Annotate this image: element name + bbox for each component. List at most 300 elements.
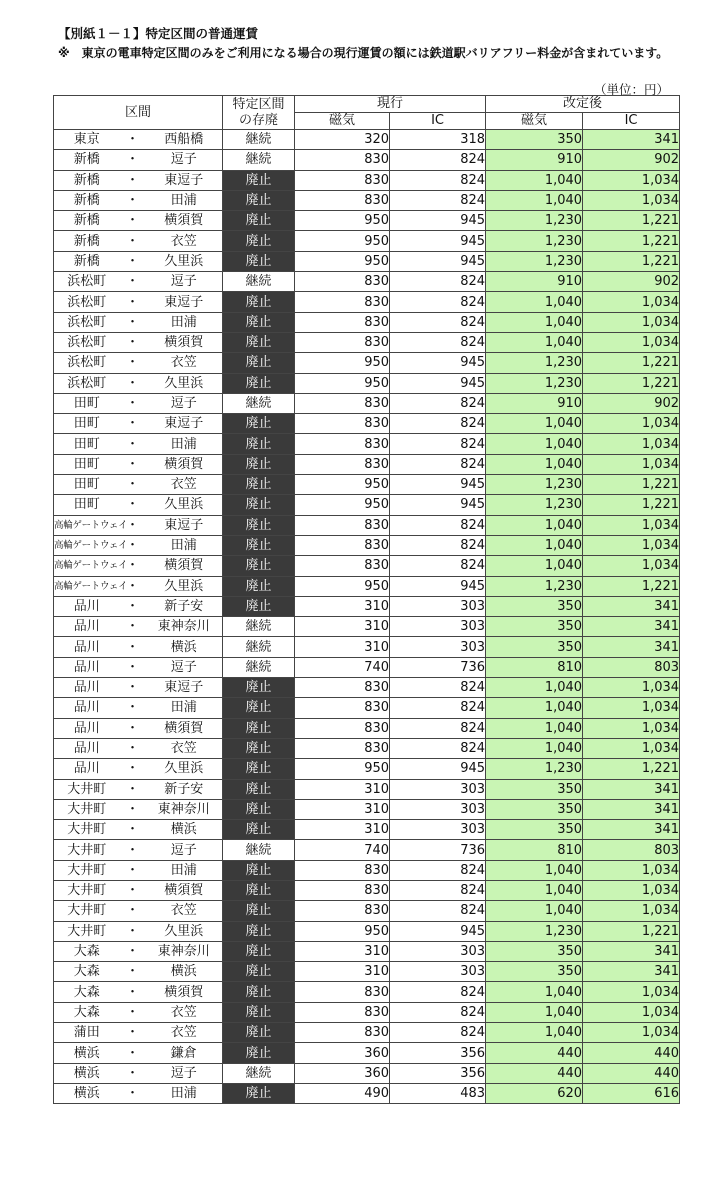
current-magnetic-fare: 830 — [295, 901, 390, 921]
table-row — [54, 759, 680, 779]
to-station: 田浦 — [146, 698, 223, 718]
table-row — [54, 1023, 680, 1043]
current-ic-fare: 824 — [390, 901, 486, 921]
separator-dot: ・ — [120, 414, 146, 434]
from-station: 浜松町 — [54, 332, 120, 352]
status-badge: 廃止 — [223, 738, 295, 758]
from-station: 品川 — [54, 657, 120, 677]
current-magnetic-fare: 950 — [295, 475, 390, 495]
status-badge: 廃止 — [223, 292, 295, 312]
revised-magnetic-fare: 1,040 — [486, 738, 583, 758]
revised-ic-fare: 1,034 — [583, 982, 680, 1002]
separator-dot: ・ — [120, 251, 146, 271]
from-station: 高輪ゲートウェイ — [54, 515, 120, 535]
status-badge: 継続 — [223, 1063, 295, 1083]
to-station: 西船橋 — [146, 130, 223, 150]
separator-dot: ・ — [120, 373, 146, 393]
to-station: 東神奈川 — [146, 799, 223, 819]
current-magnetic-fare: 740 — [295, 840, 390, 860]
to-station: 衣笠 — [146, 475, 223, 495]
current-magnetic-fare: 830 — [295, 738, 390, 758]
from-station: 大井町 — [54, 860, 120, 880]
table-row — [54, 393, 680, 413]
unit-label: （単位：円） — [593, 82, 669, 97]
current-magnetic-fare: 830 — [295, 434, 390, 454]
current-ic-fare: 945 — [390, 353, 486, 373]
table-row — [54, 515, 680, 535]
status-badge: 廃止 — [223, 1083, 295, 1103]
status-badge: 廃止 — [223, 1023, 295, 1043]
current-ic-fare: 824 — [390, 515, 486, 535]
current-magnetic-fare: 830 — [295, 393, 390, 413]
status-badge: 廃止 — [223, 312, 295, 332]
from-station: 浜松町 — [54, 312, 120, 332]
current-ic-fare: 824 — [390, 1002, 486, 1022]
revised-magnetic-fare: 1,040 — [486, 1002, 583, 1022]
revised-ic-fare: 1,221 — [583, 475, 680, 495]
current-ic-fare: 303 — [390, 962, 486, 982]
from-station: 品川 — [54, 617, 120, 637]
revised-magnetic-fare: 350 — [486, 130, 583, 150]
from-station: 大井町 — [54, 901, 120, 921]
revised-ic-fare: 1,034 — [583, 718, 680, 738]
to-station: 新子安 — [146, 779, 223, 799]
to-station: 横浜 — [146, 962, 223, 982]
separator-dot: ・ — [120, 1043, 146, 1063]
to-station: 衣笠 — [146, 738, 223, 758]
to-station: 衣笠 — [146, 1002, 223, 1022]
to-station: 衣笠 — [146, 1023, 223, 1043]
table-row — [54, 799, 680, 819]
revised-magnetic-fare: 440 — [486, 1043, 583, 1063]
to-station: 横須賀 — [146, 332, 223, 352]
revised-magnetic-fare: 1,040 — [486, 698, 583, 718]
from-station: 新橋 — [54, 150, 120, 170]
current-magnetic-fare: 830 — [295, 332, 390, 352]
status-badge: 廃止 — [223, 190, 295, 210]
from-station: 田町 — [54, 414, 120, 434]
status-badge: 廃止 — [223, 373, 295, 393]
current-magnetic-fare: 830 — [295, 982, 390, 1002]
revised-ic-fare: 1,034 — [583, 292, 680, 312]
table-row — [54, 637, 680, 657]
separator-dot: ・ — [120, 211, 146, 231]
current-magnetic-fare: 950 — [295, 353, 390, 373]
current-magnetic-fare: 830 — [295, 535, 390, 555]
current-magnetic-fare: 830 — [295, 170, 390, 190]
revised-ic-fare: 1,034 — [583, 434, 680, 454]
to-station: 逗子 — [146, 150, 223, 170]
from-station: 田町 — [54, 454, 120, 474]
from-station: 大井町 — [54, 799, 120, 819]
revised-magnetic-fare: 350 — [486, 637, 583, 657]
separator-dot: ・ — [120, 150, 146, 170]
revised-magnetic-fare: 1,040 — [486, 860, 583, 880]
table-row — [54, 880, 680, 900]
revised-magnetic-fare: 1,230 — [486, 373, 583, 393]
current-ic-fare: 303 — [390, 637, 486, 657]
table-row — [54, 1002, 680, 1022]
current-ic-fare: 824 — [390, 190, 486, 210]
status-badge: 廃止 — [223, 596, 295, 616]
separator-dot: ・ — [120, 190, 146, 210]
current-ic-fare: 945 — [390, 475, 486, 495]
table-row — [54, 535, 680, 555]
revised-magnetic-fare: 1,230 — [486, 475, 583, 495]
status-badge: 廃止 — [223, 901, 295, 921]
current-ic-fare: 824 — [390, 860, 486, 880]
from-station: 田町 — [54, 393, 120, 413]
separator-dot: ・ — [120, 515, 146, 535]
to-station: 横須賀 — [146, 556, 223, 576]
revised-ic-fare: 341 — [583, 637, 680, 657]
from-station: 新橋 — [54, 170, 120, 190]
page-note: ※ 東京の電車特定区間のみをご利用になる場合の現行運賃の額には鉄道駅バリアフリー料金が含まれています。 — [58, 46, 669, 60]
current-ic-fare: 945 — [390, 921, 486, 941]
current-magnetic-fare: 830 — [295, 292, 390, 312]
current-ic-fare: 945 — [390, 211, 486, 231]
status-badge: 廃止 — [223, 231, 295, 251]
status-badge: 継続 — [223, 637, 295, 657]
revised-magnetic-fare: 1,230 — [486, 251, 583, 271]
status-badge: 継続 — [223, 272, 295, 292]
current-ic-fare: 824 — [390, 880, 486, 900]
revised-ic-fare: 1,221 — [583, 373, 680, 393]
status-badge: 廃止 — [223, 678, 295, 698]
revised-ic-fare: 341 — [583, 596, 680, 616]
to-station: 田浦 — [146, 190, 223, 210]
from-station: 大森 — [54, 982, 120, 1002]
table-row — [54, 170, 680, 190]
table-row — [54, 353, 680, 373]
current-ic-fare: 736 — [390, 657, 486, 677]
separator-dot: ・ — [120, 738, 146, 758]
current-magnetic-fare: 830 — [295, 454, 390, 474]
current-magnetic-fare: 830 — [295, 880, 390, 900]
current-magnetic-fare: 830 — [295, 190, 390, 210]
to-station: 田浦 — [146, 434, 223, 454]
separator-dot: ・ — [120, 1063, 146, 1083]
revised-ic-fare: 803 — [583, 657, 680, 677]
revised-ic-fare: 341 — [583, 962, 680, 982]
revised-magnetic-fare: 1,040 — [486, 515, 583, 535]
table-row — [54, 820, 680, 840]
separator-dot: ・ — [120, 596, 146, 616]
revised-ic-fare: 616 — [583, 1083, 680, 1103]
status-badge: 廃止 — [223, 332, 295, 352]
from-station: 品川 — [54, 738, 120, 758]
status-badge: 廃止 — [223, 880, 295, 900]
current-magnetic-fare: 310 — [295, 820, 390, 840]
from-station: 大井町 — [54, 820, 120, 840]
revised-magnetic-fare: 350 — [486, 779, 583, 799]
current-ic-fare: 824 — [390, 414, 486, 434]
current-magnetic-fare: 950 — [295, 251, 390, 271]
to-station: 逗子 — [146, 393, 223, 413]
from-station: 高輪ゲートウェイ — [54, 576, 120, 596]
current-ic-fare: 824 — [390, 678, 486, 698]
current-magnetic-fare: 830 — [295, 678, 390, 698]
revised-ic-fare: 1,034 — [583, 1002, 680, 1022]
separator-dot: ・ — [120, 799, 146, 819]
from-station: 東京 — [54, 130, 120, 150]
revised-ic-fare: 1,034 — [583, 454, 680, 474]
to-station: 久里浜 — [146, 251, 223, 271]
revised-magnetic-fare: 1,040 — [486, 982, 583, 1002]
current-magnetic-fare: 830 — [295, 312, 390, 332]
table-row — [54, 495, 680, 515]
revised-magnetic-fare: 910 — [486, 393, 583, 413]
table-row — [54, 962, 680, 982]
status-badge: 廃止 — [223, 556, 295, 576]
current-ic-fare: 824 — [390, 272, 486, 292]
status-badge: 廃止 — [223, 921, 295, 941]
current-ic-fare: 824 — [390, 556, 486, 576]
current-ic-fare: 824 — [390, 535, 486, 555]
from-station: 品川 — [54, 678, 120, 698]
separator-dot: ・ — [120, 779, 146, 799]
separator-dot: ・ — [120, 982, 146, 1002]
header-current-ic: IC — [390, 113, 486, 130]
from-station: 横浜 — [54, 1043, 120, 1063]
revised-magnetic-fare: 1,040 — [486, 901, 583, 921]
to-station: 横浜 — [146, 820, 223, 840]
status-badge: 廃止 — [223, 170, 295, 190]
revised-ic-fare: 1,221 — [583, 353, 680, 373]
current-ic-fare: 303 — [390, 596, 486, 616]
table-row — [54, 1063, 680, 1083]
to-station: 東逗子 — [146, 515, 223, 535]
revised-ic-fare: 440 — [583, 1043, 680, 1063]
table-row — [54, 332, 680, 352]
status-badge: 廃止 — [223, 211, 295, 231]
current-ic-fare: 824 — [390, 738, 486, 758]
separator-dot: ・ — [120, 231, 146, 251]
to-station: 東逗子 — [146, 678, 223, 698]
revised-ic-fare: 1,221 — [583, 495, 680, 515]
header-revised: 改定後 — [486, 96, 680, 113]
from-station: 品川 — [54, 759, 120, 779]
revised-ic-fare: 1,221 — [583, 251, 680, 271]
from-station: 新橋 — [54, 190, 120, 210]
current-magnetic-fare: 830 — [295, 698, 390, 718]
status-badge: 廃止 — [223, 353, 295, 373]
current-magnetic-fare: 830 — [295, 515, 390, 535]
table-row — [54, 718, 680, 738]
revised-magnetic-fare: 1,040 — [486, 434, 583, 454]
table-row — [54, 475, 680, 495]
from-station: 高輪ゲートウェイ — [54, 556, 120, 576]
revised-ic-fare: 1,221 — [583, 921, 680, 941]
separator-dot: ・ — [120, 312, 146, 332]
separator-dot: ・ — [120, 617, 146, 637]
separator-dot: ・ — [120, 1083, 146, 1103]
status-badge: 廃止 — [223, 698, 295, 718]
current-ic-fare: 303 — [390, 941, 486, 961]
revised-ic-fare: 1,034 — [583, 312, 680, 332]
to-station: 横須賀 — [146, 211, 223, 231]
from-station: 浜松町 — [54, 353, 120, 373]
separator-dot: ・ — [120, 475, 146, 495]
status-badge: 廃止 — [223, 941, 295, 961]
current-magnetic-fare: 950 — [295, 231, 390, 251]
to-station: 新子安 — [146, 596, 223, 616]
current-ic-fare: 945 — [390, 576, 486, 596]
current-magnetic-fare: 830 — [295, 1002, 390, 1022]
revised-magnetic-fare: 1,040 — [486, 880, 583, 900]
revised-ic-fare: 1,221 — [583, 231, 680, 251]
current-ic-fare: 824 — [390, 718, 486, 738]
table-row — [54, 576, 680, 596]
current-magnetic-fare: 830 — [295, 718, 390, 738]
status-badge: 廃止 — [223, 1002, 295, 1022]
table-row — [54, 292, 680, 312]
fare-table — [53, 95, 680, 1104]
separator-dot: ・ — [120, 1023, 146, 1043]
revised-magnetic-fare: 1,230 — [486, 231, 583, 251]
current-ic-fare: 824 — [390, 982, 486, 1002]
from-station: 品川 — [54, 698, 120, 718]
revised-ic-fare: 1,034 — [583, 678, 680, 698]
current-ic-fare: 356 — [390, 1043, 486, 1063]
to-station: 逗子 — [146, 272, 223, 292]
header-status — [223, 96, 295, 130]
revised-ic-fare: 1,034 — [583, 556, 680, 576]
status-badge: 廃止 — [223, 251, 295, 271]
header-section: 区間 — [54, 96, 223, 130]
revised-ic-fare: 1,034 — [583, 880, 680, 900]
revised-magnetic-fare: 1,040 — [486, 414, 583, 434]
to-station: 久里浜 — [146, 373, 223, 393]
from-station: 新橋 — [54, 231, 120, 251]
to-station: 衣笠 — [146, 231, 223, 251]
separator-dot: ・ — [120, 353, 146, 373]
revised-magnetic-fare: 350 — [486, 596, 583, 616]
current-ic-fare: 945 — [390, 759, 486, 779]
table-row — [54, 921, 680, 941]
table-row — [54, 556, 680, 576]
header-current: 現行 — [295, 96, 486, 113]
current-ic-fare: 736 — [390, 840, 486, 860]
current-magnetic-fare: 310 — [295, 617, 390, 637]
status-badge: 廃止 — [223, 454, 295, 474]
from-station: 大井町 — [54, 880, 120, 900]
separator-dot: ・ — [120, 698, 146, 718]
table-row — [54, 251, 680, 271]
from-station: 浜松町 — [54, 272, 120, 292]
table-row — [54, 982, 680, 1002]
table-row — [54, 678, 680, 698]
to-station: 久里浜 — [146, 576, 223, 596]
current-ic-fare: 303 — [390, 617, 486, 637]
revised-magnetic-fare: 620 — [486, 1083, 583, 1103]
status-badge: 廃止 — [223, 779, 295, 799]
current-magnetic-fare: 320 — [295, 130, 390, 150]
status-badge: 継続 — [223, 657, 295, 677]
current-magnetic-fare: 950 — [295, 576, 390, 596]
revised-magnetic-fare: 440 — [486, 1063, 583, 1083]
from-station: 大井町 — [54, 921, 120, 941]
table-row — [54, 698, 680, 718]
from-station: 大井町 — [54, 779, 120, 799]
separator-dot: ・ — [120, 941, 146, 961]
separator-dot: ・ — [120, 332, 146, 352]
from-station: 品川 — [54, 637, 120, 657]
separator-dot: ・ — [120, 820, 146, 840]
current-ic-fare: 824 — [390, 170, 486, 190]
revised-ic-fare: 440 — [583, 1063, 680, 1083]
revised-ic-fare: 341 — [583, 941, 680, 961]
to-station: 田浦 — [146, 535, 223, 555]
revised-magnetic-fare: 350 — [486, 962, 583, 982]
from-station: 新橋 — [54, 251, 120, 271]
current-magnetic-fare: 310 — [295, 637, 390, 657]
to-station: 横須賀 — [146, 454, 223, 474]
current-ic-fare: 945 — [390, 373, 486, 393]
from-station: 田町 — [54, 434, 120, 454]
revised-magnetic-fare: 1,230 — [486, 921, 583, 941]
table-row — [54, 901, 680, 921]
revised-ic-fare: 1,034 — [583, 535, 680, 555]
revised-ic-fare: 341 — [583, 799, 680, 819]
revised-ic-fare: 902 — [583, 393, 680, 413]
fare-table-body — [54, 130, 680, 1104]
current-magnetic-fare: 310 — [295, 941, 390, 961]
revised-magnetic-fare: 1,040 — [486, 312, 583, 332]
current-ic-fare: 303 — [390, 779, 486, 799]
status-badge: 廃止 — [223, 515, 295, 535]
revised-magnetic-fare: 910 — [486, 272, 583, 292]
current-magnetic-fare: 830 — [295, 556, 390, 576]
separator-dot: ・ — [120, 393, 146, 413]
page-title: 【別紙１－１】特定区間の普通運賃 — [58, 26, 259, 41]
table-row — [54, 190, 680, 210]
revised-magnetic-fare: 1,040 — [486, 535, 583, 555]
header-current-magnetic: 磁気 — [295, 113, 390, 130]
status-badge: 廃止 — [223, 982, 295, 1002]
revised-magnetic-fare: 1,040 — [486, 678, 583, 698]
separator-dot: ・ — [120, 556, 146, 576]
separator-dot: ・ — [120, 759, 146, 779]
current-ic-fare: 824 — [390, 292, 486, 312]
revised-ic-fare: 1,034 — [583, 170, 680, 190]
revised-ic-fare: 1,034 — [583, 698, 680, 718]
from-station: 大森 — [54, 962, 120, 982]
from-station: 横浜 — [54, 1083, 120, 1103]
table-row — [54, 414, 680, 434]
current-ic-fare: 945 — [390, 495, 486, 515]
revised-magnetic-fare: 810 — [486, 657, 583, 677]
table-row — [54, 617, 680, 637]
table-row — [54, 454, 680, 474]
revised-ic-fare: 341 — [583, 820, 680, 840]
current-magnetic-fare: 360 — [295, 1063, 390, 1083]
status-badge: 廃止 — [223, 495, 295, 515]
to-station: 久里浜 — [146, 759, 223, 779]
separator-dot: ・ — [120, 130, 146, 150]
separator-dot: ・ — [120, 434, 146, 454]
table-row — [54, 312, 680, 332]
revised-magnetic-fare: 1,230 — [486, 495, 583, 515]
from-station: 田町 — [54, 495, 120, 515]
revised-magnetic-fare: 1,040 — [486, 292, 583, 312]
to-station: 東逗子 — [146, 170, 223, 190]
current-magnetic-fare: 830 — [295, 272, 390, 292]
revised-ic-fare: 1,034 — [583, 190, 680, 210]
status-badge: 廃止 — [223, 820, 295, 840]
status-badge: 廃止 — [223, 1043, 295, 1063]
current-ic-fare: 303 — [390, 820, 486, 840]
